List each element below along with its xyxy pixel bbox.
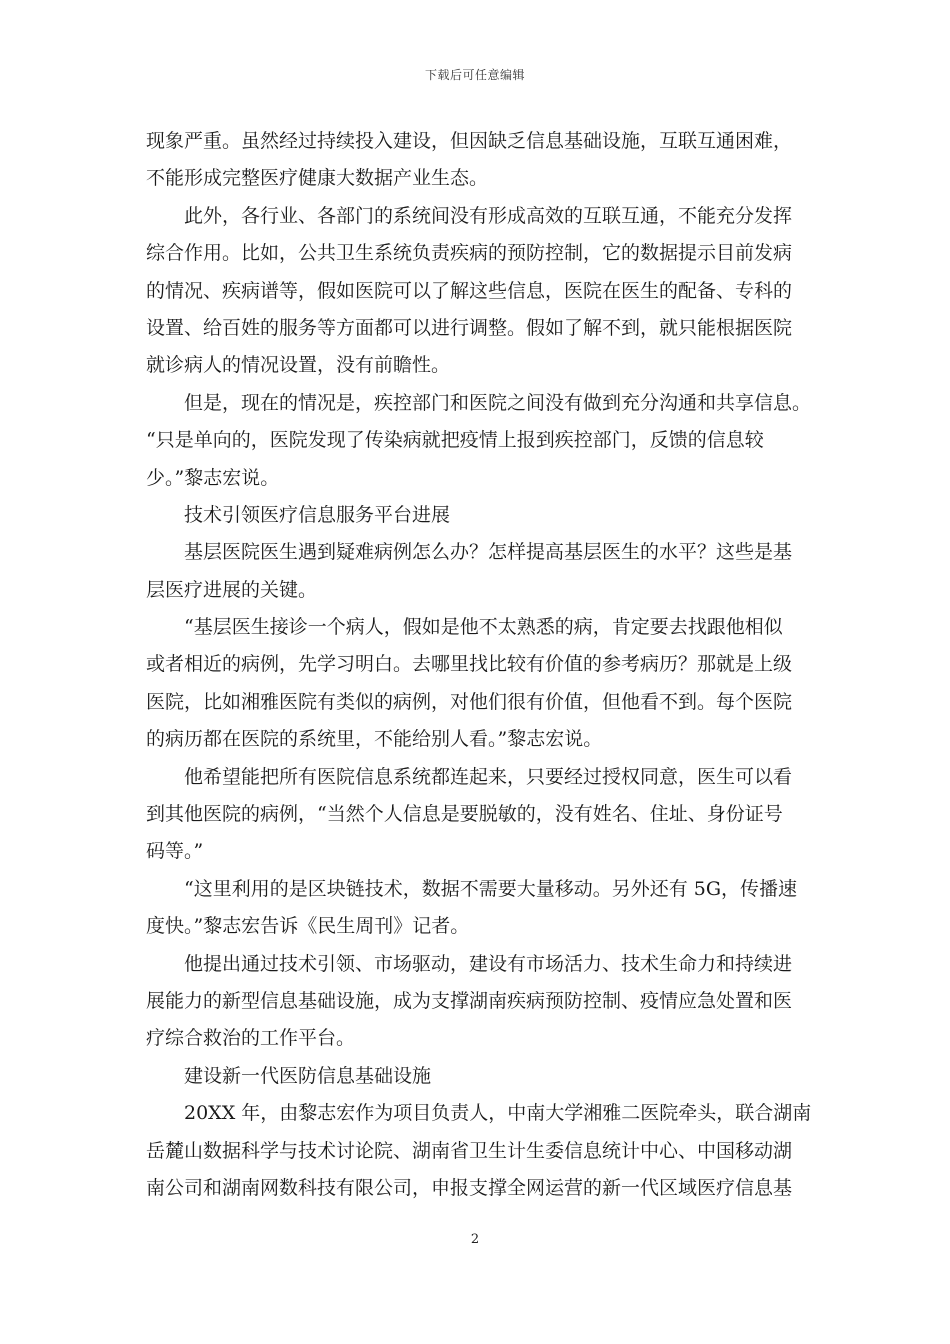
text-line: 岳麓山数据科学与技术讨论院、湖南省卫生计生委信息统计中心、中国移动湖 — [146, 1139, 793, 1162]
section-heading: 技术引领医疗信息服务平台进展 — [184, 503, 451, 526]
text-line: 层医疗进展的关键。 — [146, 578, 318, 601]
paragraph-first-line: 他提出通过技术引领、市场驱动，建设有市场活力、技术生命力和持续进 — [184, 952, 793, 975]
paragraph-first-line: 20XX 年，由黎志宏作为项目负责人，中南大学湘雅二医院牵头，联合湖南 — [184, 1102, 812, 1125]
text-line: 南公司和湖南网数科技有限公司，申报支撑全网运营的新一代区域医疗信息基 — [146, 1176, 793, 1199]
text-line: 设置、给百姓的服务等方面都可以进行调整。假如了解不到，就只能根据医院 — [146, 316, 793, 339]
text-line: 的病历都在医院的系统里，不能给别人看。”黎志宏说。 — [146, 728, 603, 751]
paragraph-first-line: “基层医生接诊一个病人，假如是他不太熟悉的病，肯定要去找跟他相似 — [184, 616, 783, 639]
paragraph-first-line: 此外，各行业、各部门的系统间没有形成高效的互联互通，不能充分发挥 — [184, 204, 793, 227]
text-line: 综合作用。比如，公共卫生系统负责疾病的预防控制，它的数据提示目前发病 — [146, 242, 793, 265]
paragraph-first-line: 他希望能把所有医院信息系统都连起来，只要经过授权同意，医生可以看 — [184, 765, 793, 788]
text-line: 就诊病人的情况设置，没有前瞻性。 — [146, 354, 451, 377]
document-body — [146, 123, 812, 1207]
paragraph-first-line: “这里利用的是区块链技术，数据不需要大量移动。另外还有 5G，传播速 — [184, 877, 798, 900]
text-line: 展能力的新型信息基础设施，成为支撑湖南疾病预防控制、疫情应急处置和医 — [146, 989, 793, 1012]
text-line: “只是单向的，医院发现了传染病就把疫情上报到疾控部门，反馈的信息较 — [146, 429, 764, 452]
section-heading: 建设新一代医防信息基础设施 — [184, 1064, 432, 1087]
text-line: 少。”黎志宏说。 — [146, 466, 280, 489]
text-line: 疗综合救治的工作平台。 — [146, 1027, 356, 1050]
text-line: 度快。”黎志宏告诉《民生周刊》记者。 — [146, 915, 470, 938]
paragraph-first-line: 但是，现在的情况是，疾控部门和医院之间没有做到充分沟通和共享信息。 — [184, 391, 812, 414]
text-line: 现象严重。虽然经过持续投入建设，但因缺乏信息基础设施，互联互通困难， — [146, 130, 793, 152]
page-number: 2 — [470, 1232, 480, 1247]
paragraph-first-line: 基层医院医生遇到疑难病例怎么办？怎样提高基层医生的水平？这些是基 — [184, 541, 793, 564]
text-line: 的情况、疾病谱等，假如医院可以了解这些信息，医院在医生的配备、专科的 — [146, 279, 793, 302]
text-line: 医院，比如湘雅医院有类似的病例，对他们很有价值，但他看不到。每个医院 — [146, 690, 793, 713]
page-header: 下载后可任意编辑 — [424, 68, 525, 82]
text-line: 到其他医院的病例，“当然个人信息是要脱敏的，没有姓名、住址、身份证号 — [146, 803, 783, 826]
text-line: 码等。” — [146, 840, 204, 863]
text-line: 不能形成完整医疗健康大数据产业生态。 — [146, 167, 489, 190]
text-line: 或者相近的病例，先学习明白。去哪里找比较有价值的参考病历？那就是上级 — [146, 653, 793, 676]
